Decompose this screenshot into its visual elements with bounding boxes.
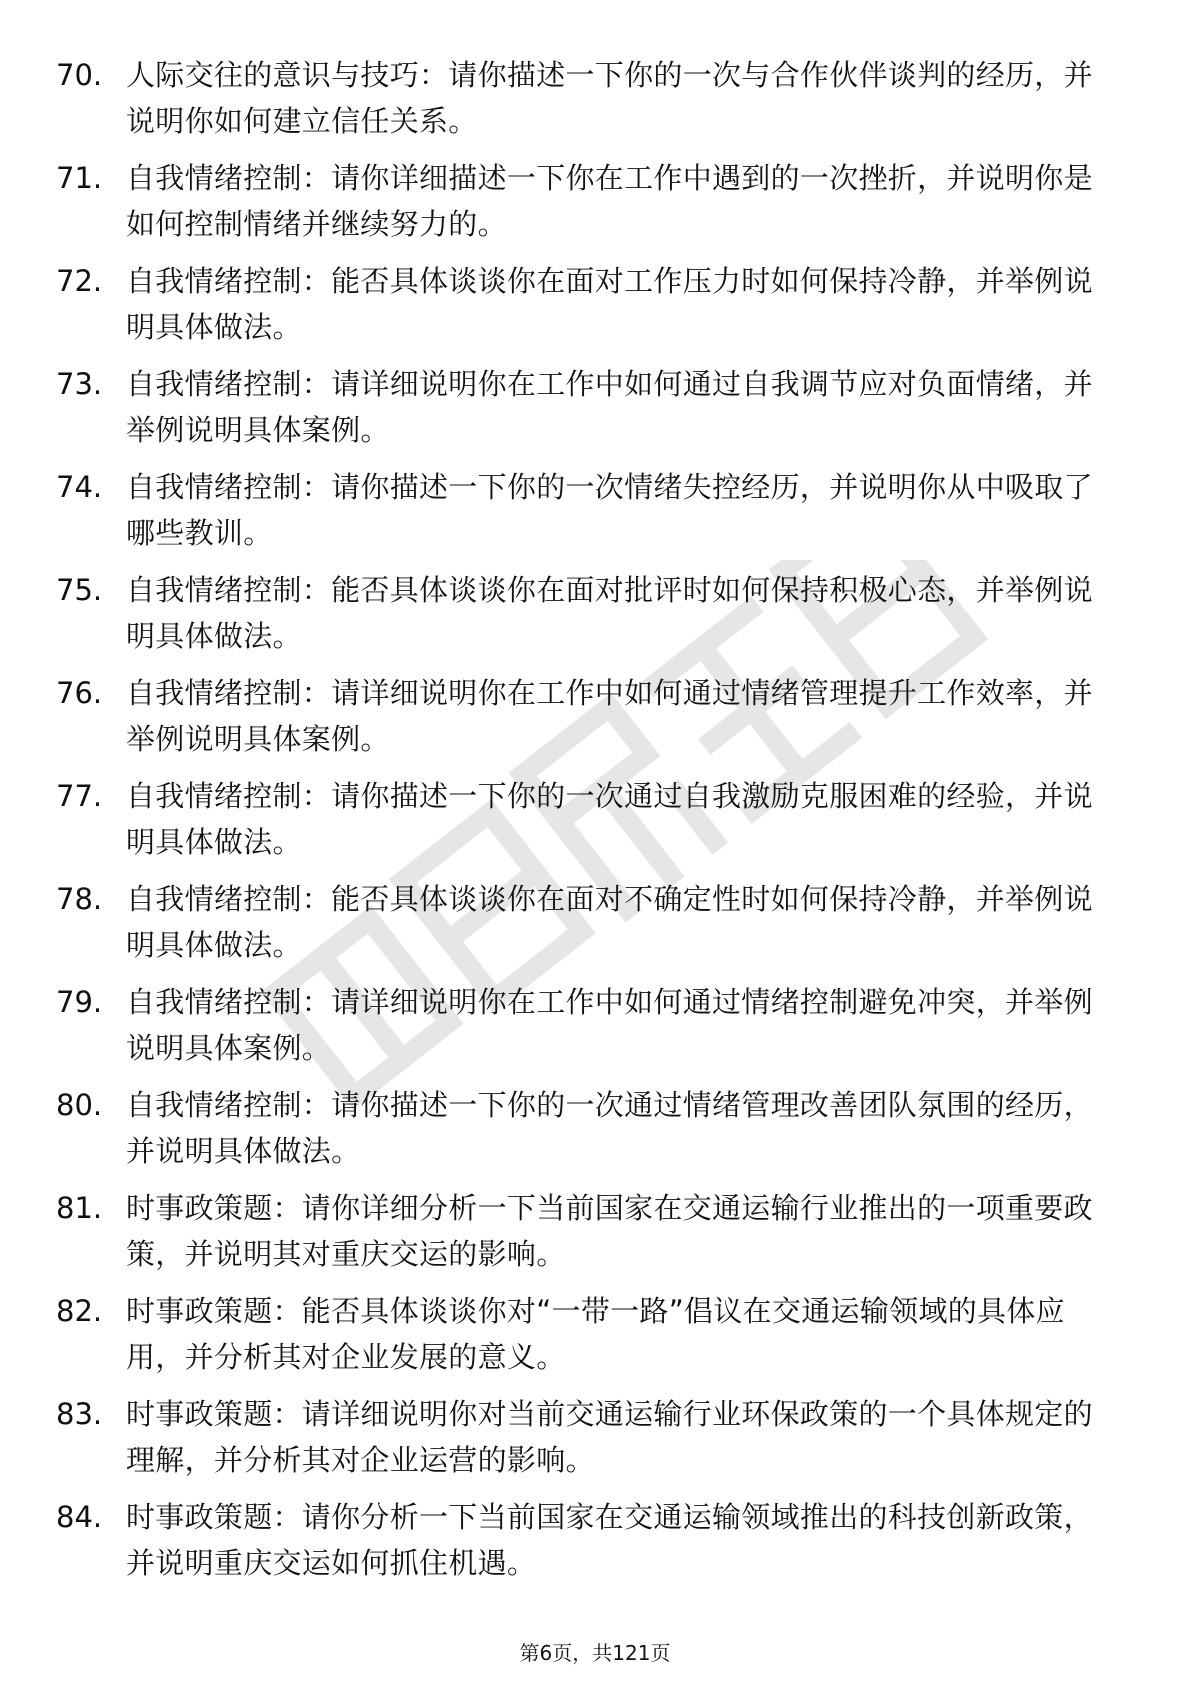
question-text: 时事政策题：请详细说明你对当前交通运输行业环保政策的一个具体规定的理解，并分析其对企业运营的影响。 bbox=[126, 1397, 1093, 1477]
question-number: 72. bbox=[56, 264, 103, 298]
question-number: 84. bbox=[56, 1500, 103, 1534]
question-number: 78. bbox=[56, 882, 103, 916]
question-number: 71. bbox=[56, 161, 103, 195]
question-number: 80. bbox=[56, 1088, 103, 1122]
question-number: 79. bbox=[56, 985, 103, 1019]
question-text: 自我情绪控制：请详细说明你在工作中如何通过自我调节应对负面情绪，并举例说明具体案例。 bbox=[126, 367, 1093, 447]
question-text: 时事政策题：请你分析一下当前国家在交通运输领域推出的科技创新政策，并说明重庆交运如何抓住机遇。 bbox=[126, 1500, 1093, 1580]
question-text: 自我情绪控制：请你描述一下你的一次情绪失控经历，并说明你从中吸取了哪些教训。 bbox=[126, 470, 1093, 550]
question-item bbox=[56, 258, 1116, 361]
question-text: 自我情绪控制：请详细说明你在工作中如何通过情绪控制避免冲突，并举例说明具体案例。 bbox=[126, 985, 1093, 1065]
question-item bbox=[56, 464, 1116, 567]
page-footer bbox=[0, 1640, 1190, 1666]
question-item bbox=[56, 567, 1116, 670]
question-item bbox=[56, 876, 1116, 979]
question-item bbox=[56, 1288, 1116, 1391]
question-text: 时事政策题：请你详细分析一下当前国家在交通运输行业推出的一项重要政策，并说明其对重庆交运的影响。 bbox=[126, 1191, 1093, 1271]
question-text: 自我情绪控制：请详细说明你在工作中如何通过情绪管理提升工作效率，并举例说明具体案例。 bbox=[126, 676, 1093, 756]
question-number: 70. bbox=[56, 58, 103, 92]
question-text: 自我情绪控制：请你描述一下你的一次通过自我激励克服困难的经验，并说明具体做法。 bbox=[126, 779, 1093, 859]
question-text: 时事政策题：能否具体谈谈你对“一带一路”倡议在交通运输领域的具体应用，并分析其对企业发展的意义。 bbox=[126, 1294, 1065, 1374]
question-item bbox=[56, 52, 1116, 155]
question-number: 77. bbox=[56, 779, 103, 813]
question-number: 82. bbox=[56, 1294, 103, 1328]
question-number: 76. bbox=[56, 676, 103, 710]
question-text: 自我情绪控制：能否具体谈谈你在面对批评时如何保持积极心态，并举例说明具体做法。 bbox=[126, 573, 1093, 653]
question-number: 73. bbox=[56, 367, 103, 401]
question-item bbox=[56, 1082, 1116, 1185]
question-item bbox=[56, 773, 1116, 876]
question-list bbox=[56, 52, 1116, 1597]
page-number: 第6页，共121页 bbox=[519, 1641, 671, 1665]
question-text: 人际交往的意识与技巧：请你描述一下你的一次与合作伙伴谈判的经历，并说明你如何建立信任关系。 bbox=[126, 58, 1093, 138]
question-text: 自我情绪控制：能否具体谈谈你在面对工作压力时如何保持冷静，并举例说明具体做法。 bbox=[126, 264, 1093, 344]
question-item bbox=[56, 979, 1116, 1082]
question-number: 74. bbox=[56, 470, 103, 504]
question-number: 81. bbox=[56, 1191, 103, 1225]
question-item bbox=[56, 1185, 1116, 1288]
question-text: 自我情绪控制：请你详细描述一下你在工作中遇到的一次挫折，并说明你是如何控制情绪并继续努力的。 bbox=[126, 161, 1093, 241]
question-item bbox=[56, 1494, 1116, 1597]
question-item bbox=[56, 155, 1116, 258]
question-item bbox=[56, 670, 1116, 773]
question-item bbox=[56, 1391, 1116, 1494]
question-text: 自我情绪控制：能否具体谈谈你在面对不确定性时如何保持冷静，并举例说明具体做法。 bbox=[126, 882, 1093, 962]
question-number: 75. bbox=[56, 573, 103, 607]
question-number: 83. bbox=[56, 1397, 103, 1431]
question-item bbox=[56, 361, 1116, 464]
question-text: 自我情绪控制：请你描述一下你的一次通过情绪管理改善团队氛围的经历，并说明具体做法。 bbox=[126, 1088, 1093, 1168]
